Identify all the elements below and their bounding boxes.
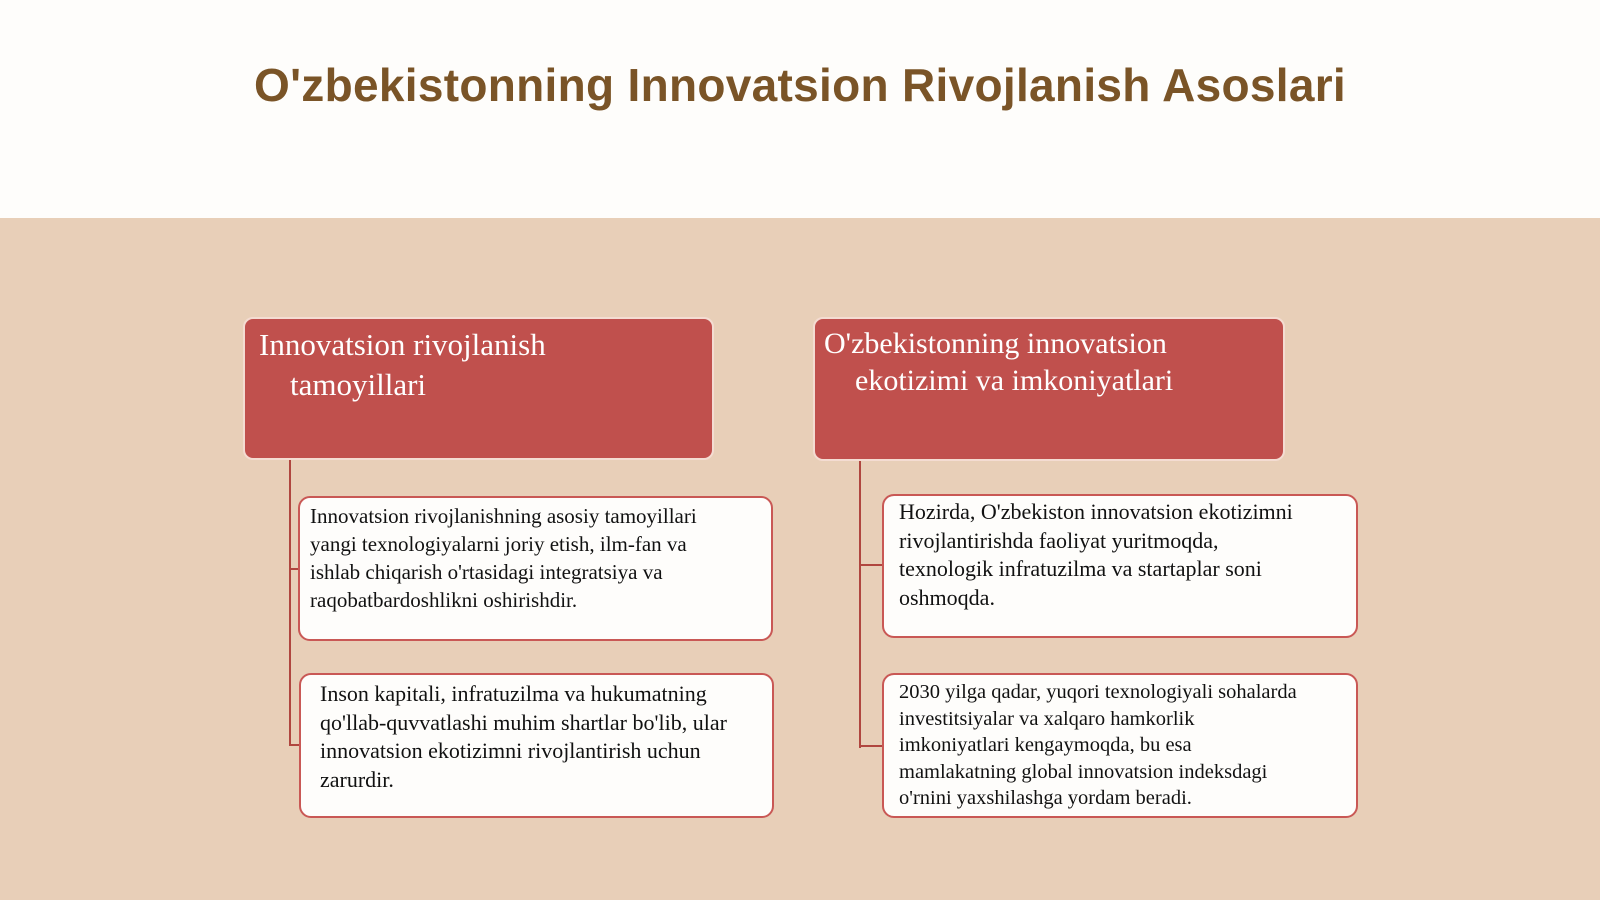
left-header-line-1: Innovatsion rivojlanish <box>259 327 546 362</box>
right-card-2 <box>882 673 1358 818</box>
right-card-2-line-3: imkoniyatlari kengaymoqda, bu esa <box>899 734 1192 756</box>
right-card-1-line-1: Hozirda, O'zbekiston innovatsion ekotizimni <box>899 499 1293 524</box>
left-card-2-line-4: zarurdir. <box>320 766 394 792</box>
right-card-1-line-4: oshmoqda. <box>899 584 995 610</box>
right-header-box <box>813 317 1285 461</box>
left-header-box <box>243 317 714 460</box>
left-card-2 <box>299 673 774 818</box>
left-card-1-line-4: raqobatbardoshlikni oshirishdir. <box>310 588 578 612</box>
diagram-area <box>0 218 1600 900</box>
right-header-line-1: O'zbekistonning innovatsion <box>824 327 1167 360</box>
left-card-1-line-2: yangi texnologiyalarni joriy etish, ilm-fan va <box>310 532 687 556</box>
right-tree-connector-branch-1 <box>859 564 884 566</box>
right-card-1 <box>882 494 1358 638</box>
left-card-2-line-3: innovatsion ekotizimni rivojlantirish uchun <box>320 738 701 763</box>
left-card-1-line-3: ishlab chiqarish o'rtasidagi integratsiya va <box>310 560 663 584</box>
title-band <box>0 0 1600 218</box>
right-card-2-line-2: investitsiyalar va xalqaro hamkorlik <box>899 707 1195 730</box>
left-card-1 <box>298 496 773 641</box>
left-card-1-line-1: Innovatsion rivojlanishning asosiy tamoyillari <box>310 504 697 528</box>
right-tree-connector-branch-2 <box>859 745 884 747</box>
right-card-1-line-2: rivojlantirishda faoliyat yuritmoqda, <box>899 527 1219 553</box>
left-tree-connector-vertical <box>289 460 291 746</box>
right-header-line-2: ekotizimi va imkoniyatlari <box>855 364 1174 397</box>
left-card-2-line-1: Inson kapitali, infratuzilma va hukumatning <box>320 681 707 706</box>
right-card-2-line-4: mamlakatning global innovatsion indeksdagi <box>899 760 1268 783</box>
right-card-2-line-5: o'rnini yaxshilashga yordam beradi. <box>899 787 1192 809</box>
left-card-2-line-2: qo'llab-quvvatlashi muhim shartlar bo'lib, ular <box>320 709 727 735</box>
right-card-1-line-3: texnologik infratuzilma va startaplar soni <box>899 556 1262 581</box>
right-tree-connector-vertical <box>859 461 861 748</box>
page-title: O'zbekistonning Innovatsion Rivojlanish Asoslari <box>253 59 1346 111</box>
right-card-2-line-1: 2030 yilga qadar, yuqori texnologiyali sohalarda <box>899 681 1297 703</box>
left-header-line-2: tamoyillari <box>290 367 427 402</box>
